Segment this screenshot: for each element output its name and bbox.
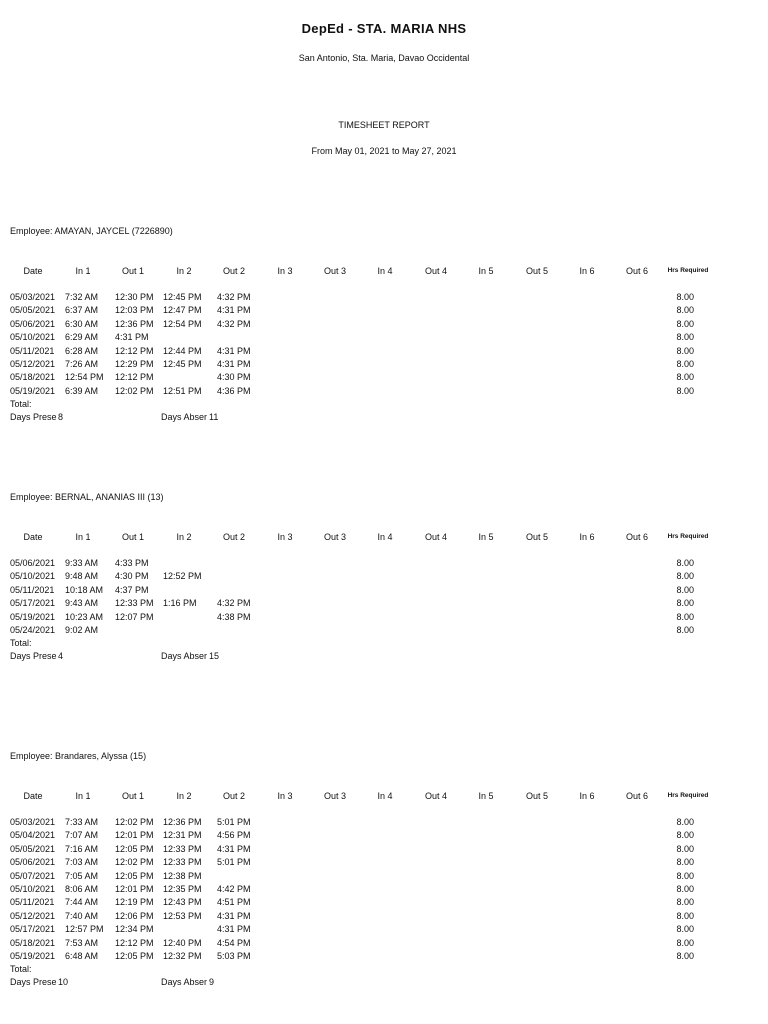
cell-date: 05/19/2021 — [10, 951, 56, 961]
cell-hrs-required: 8.00 — [676, 372, 694, 383]
cell-in-2: 12:38 PM — [163, 870, 202, 881]
column-header: In 6 — [579, 791, 595, 801]
column-header: In 2 — [176, 266, 192, 276]
cell-date: 05/06/2021 — [10, 857, 56, 868]
total-label: Total: — [10, 399, 32, 410]
cell-date: 05/05/2021 — [10, 843, 56, 854]
cell-date: 05/17/2021 — [10, 598, 56, 609]
cell-out-2: 4:31 PM — [217, 924, 251, 935]
cell-date: 05/18/2021 — [10, 372, 56, 383]
cell-out-1: 12:19 PM — [115, 897, 154, 908]
report-date-range: From May 01, 2021 to May 27, 2021 — [311, 146, 457, 156]
cell-out-2: 4:31 PM — [217, 910, 251, 921]
cell-date: 05/10/2021 — [10, 884, 56, 894]
cell-in-2: 12:51 PM — [163, 385, 202, 396]
cell-in-1: 8:06 AM — [65, 884, 99, 894]
cell-in-1: 7:05 AM — [65, 870, 99, 881]
cell-hrs-required: 8.00 — [676, 830, 694, 841]
cell-out-1: 12:01 PM — [115, 884, 154, 894]
cell-in-1: 9:02 AM — [65, 625, 99, 635]
cell-in-2: 12:53 PM — [163, 910, 202, 921]
column-header: Out 6 — [625, 266, 648, 276]
days-absent-label: Days Abser — [161, 412, 208, 423]
cell-out-1: 12:02 PM — [115, 385, 154, 396]
cell-in-1: 7:40 AM — [65, 910, 99, 921]
cell-hrs-required: 8.00 — [676, 598, 694, 609]
cell-hrs-required: 8.00 — [676, 305, 694, 316]
cell-date: 05/24/2021 — [10, 625, 56, 635]
cell-in-1: 6:30 AM — [65, 318, 99, 329]
cell-in-1: 7:32 AM — [65, 292, 99, 302]
cell-date: 05/11/2021 — [10, 345, 55, 356]
cell-in-1: 6:39 AM — [65, 385, 99, 396]
cell-in-2: 12:44 PM — [163, 345, 202, 356]
days-present-value: 4 — [58, 651, 64, 662]
column-header: In 2 — [176, 791, 192, 801]
cell-out-2: 4:38 PM — [217, 611, 251, 622]
cell-date: 05/05/2021 — [10, 305, 56, 316]
cell-in-1: 10:18 AM — [65, 584, 104, 595]
cell-out-1: 12:05 PM — [115, 870, 154, 881]
cell-in-1: 7:53 AM — [65, 937, 99, 948]
cell-hrs-required: 8.00 — [676, 884, 694, 894]
column-header: In 1 — [75, 266, 91, 276]
total-label: Total: — [10, 964, 32, 975]
cell-out-1: 4:30 PM — [115, 571, 149, 582]
column-header: In 5 — [478, 266, 494, 276]
column-header: Out 5 — [525, 791, 548, 801]
cell-out-1: 12:06 PM — [115, 910, 154, 921]
cell-in-2: 12:33 PM — [163, 843, 202, 854]
cell-in-2: 12:47 PM — [163, 305, 202, 316]
cell-date: 05/07/2021 — [10, 870, 56, 881]
cell-hrs-required: 8.00 — [676, 924, 694, 935]
column-header: Out 3 — [323, 266, 346, 276]
cell-in-2: 12:35 PM — [163, 884, 202, 894]
column-header: Date — [23, 266, 43, 276]
column-header: In 5 — [478, 791, 494, 801]
cell-date: 05/06/2021 — [10, 558, 56, 568]
cell-hrs-required: 8.00 — [676, 359, 694, 369]
cell-out-2: 4:54 PM — [217, 937, 251, 948]
cell-out-1: 12:34 PM — [115, 924, 154, 935]
column-header: Out 3 — [323, 791, 346, 801]
cell-hrs-required: 8.00 — [676, 571, 694, 582]
cell-hrs-required: 8.00 — [676, 857, 694, 868]
cell-in-2: 12:45 PM — [163, 359, 202, 369]
cell-hrs-required: 8.00 — [676, 951, 694, 961]
cell-out-1: 12:12 PM — [115, 372, 154, 383]
column-header: In 3 — [277, 532, 293, 542]
cell-in-2: 1:16 PM — [163, 598, 197, 609]
cell-date: 05/03/2021 — [10, 292, 56, 302]
column-header: Date — [23, 791, 43, 801]
cell-out-2: 4:30 PM — [217, 372, 251, 383]
cell-out-2: 4:32 PM — [217, 292, 251, 302]
cell-out-2: 4:31 PM — [217, 305, 251, 316]
cell-in-1: 12:54 PM — [65, 372, 104, 383]
cell-date: 05/10/2021 — [10, 571, 56, 582]
cell-hrs-required: 8.00 — [676, 817, 694, 827]
days-present-label: Days Prese — [10, 412, 57, 423]
report-org-title: DepEd - STA. MARIA NHS — [301, 21, 467, 36]
cell-in-2: 12:52 PM — [163, 571, 202, 582]
cell-out-2: 4:31 PM — [217, 359, 251, 369]
cell-out-1: 12:30 PM — [115, 292, 154, 302]
cell-out-2: 5:01 PM — [217, 857, 251, 868]
cell-in-1: 7:03 AM — [65, 857, 99, 868]
column-header: Out 2 — [222, 791, 245, 801]
cell-hrs-required: 8.00 — [676, 870, 694, 881]
cell-date: 05/10/2021 — [10, 332, 56, 343]
cell-in-1: 7:44 AM — [65, 897, 99, 908]
report-address: San Antonio, Sta. Maria, Davao Occidental — [298, 53, 470, 63]
cell-in-1: 6:29 AM — [65, 332, 99, 343]
column-header: Hrs Required — [667, 533, 709, 540]
cell-date: 05/19/2021 — [10, 385, 56, 396]
cell-date: 05/06/2021 — [10, 318, 56, 329]
cell-hrs-required: 8.00 — [676, 937, 694, 948]
cell-in-1: 6:28 AM — [65, 345, 99, 356]
cell-in-1: 9:33 AM — [65, 558, 99, 568]
column-header: In 1 — [75, 791, 91, 801]
cell-out-1: 4:37 PM — [115, 584, 149, 595]
column-header: In 6 — [579, 532, 595, 542]
cell-in-2: 12:32 PM — [163, 951, 202, 961]
cell-hrs-required: 8.00 — [676, 897, 694, 908]
cell-date: 05/04/2021 — [10, 830, 56, 841]
cell-out-2: 4:31 PM — [217, 843, 251, 854]
days-present-label: Days Prese — [10, 977, 57, 988]
cell-out-2: 4:32 PM — [217, 318, 251, 329]
cell-out-2: 4:56 PM — [217, 830, 251, 841]
cell-out-2: 4:32 PM — [217, 598, 251, 609]
cell-out-1: 12:33 PM — [115, 598, 154, 609]
cell-out-1: 12:12 PM — [115, 937, 154, 948]
column-header: In 4 — [377, 266, 393, 276]
cell-in-2: 12:36 PM — [163, 817, 202, 827]
cell-in-1: 7:33 AM — [65, 817, 99, 827]
cell-out-1: 12:07 PM — [115, 611, 154, 622]
column-header: In 2 — [176, 532, 192, 542]
column-header: In 3 — [277, 791, 293, 801]
cell-in-1: 9:43 AM — [65, 598, 99, 609]
cell-in-2: 12:43 PM — [163, 897, 202, 908]
cell-in-1: 12:57 PM — [65, 924, 104, 935]
column-header: Date — [23, 532, 43, 542]
column-header: Hrs Required — [667, 267, 709, 274]
cell-out-1: 12:36 PM — [115, 318, 154, 329]
days-absent-value: 9 — [209, 977, 215, 988]
cell-hrs-required: 8.00 — [676, 843, 694, 854]
employee-label: Employee: BERNAL, ANANIAS III (13) — [10, 492, 164, 502]
cell-hrs-required: 8.00 — [676, 558, 694, 568]
column-header: Out 6 — [625, 791, 648, 801]
column-header: Out 3 — [323, 532, 346, 542]
cell-in-2: 12:54 PM — [163, 318, 202, 329]
cell-out-2: 4:42 PM — [217, 884, 251, 894]
total-label: Total: — [10, 638, 32, 649]
days-present-value: 8 — [58, 412, 64, 423]
cell-in-2: 12:40 PM — [163, 937, 202, 948]
cell-date: 05/12/2021 — [10, 910, 56, 921]
days-absent-label: Days Abser — [161, 651, 208, 662]
days-absent-value: 15 — [209, 651, 220, 662]
cell-hrs-required: 8.00 — [676, 332, 694, 343]
days-absent-label: Days Abser — [161, 977, 208, 988]
cell-out-1: 4:33 PM — [115, 558, 149, 568]
cell-out-1: 12:12 PM — [115, 345, 154, 356]
cell-in-1: 6:37 AM — [65, 305, 99, 316]
cell-hrs-required: 8.00 — [676, 625, 694, 635]
column-header: Out 1 — [121, 266, 144, 276]
days-present-label: Days Prese — [10, 651, 57, 662]
cell-hrs-required: 8.00 — [676, 584, 694, 595]
cell-out-2: 5:03 PM — [217, 951, 251, 961]
column-header: Out 5 — [525, 532, 548, 542]
cell-date: 05/19/2021 — [10, 611, 56, 622]
cell-out-1: 12:05 PM — [115, 843, 154, 854]
cell-out-1: 12:05 PM — [115, 951, 154, 961]
cell-out-1: 12:02 PM — [115, 857, 154, 868]
cell-date: 05/18/2021 — [10, 937, 56, 948]
cell-out-1: 12:29 PM — [115, 359, 154, 369]
column-header: In 5 — [478, 532, 494, 542]
cell-in-1: 7:07 AM — [65, 830, 99, 841]
cell-in-2: 12:31 PM — [163, 830, 202, 841]
cell-in-2: 12:33 PM — [163, 857, 202, 868]
column-header: Out 4 — [424, 532, 447, 542]
cell-out-2: 4:36 PM — [217, 385, 251, 396]
days-absent-value: 11 — [209, 412, 219, 423]
cell-date: 05/03/2021 — [10, 817, 56, 827]
cell-hrs-required: 8.00 — [676, 292, 694, 302]
column-header: In 3 — [277, 266, 293, 276]
cell-date: 05/12/2021 — [10, 359, 56, 369]
column-header: In 4 — [377, 532, 393, 542]
cell-out-1: 12:03 PM — [115, 305, 154, 316]
cell-in-1: 10:23 AM — [65, 611, 104, 622]
cell-hrs-required: 8.00 — [676, 385, 694, 396]
cell-date: 05/11/2021 — [10, 584, 55, 595]
cell-in-1: 7:26 AM — [65, 359, 99, 369]
column-header: Out 2 — [222, 266, 245, 276]
cell-out-1: 12:01 PM — [115, 830, 154, 841]
column-header: Out 4 — [424, 266, 447, 276]
cell-in-2: 12:45 PM — [163, 292, 202, 302]
cell-hrs-required: 8.00 — [676, 611, 694, 622]
cell-hrs-required: 8.00 — [676, 318, 694, 329]
cell-out-2: 5:01 PM — [217, 817, 251, 827]
cell-out-2: 4:31 PM — [217, 345, 251, 356]
column-header: Out 1 — [121, 791, 144, 801]
cell-out-1: 12:02 PM — [115, 817, 154, 827]
report-title: TIMESHEET REPORT — [338, 120, 430, 130]
column-header: Out 5 — [525, 266, 548, 276]
days-present-value: 10 — [58, 977, 69, 988]
column-header: In 1 — [75, 532, 91, 542]
employee-label: Employee: AMAYAN, JAYCEL (7226890) — [10, 226, 173, 236]
column-header: Out 2 — [222, 532, 245, 542]
cell-out-2: 4:51 PM — [217, 897, 251, 908]
cell-in-1: 7:16 AM — [65, 843, 99, 854]
employee-label: Employee: Brandares, Alyssa (15) — [10, 751, 147, 761]
column-header: Out 4 — [424, 791, 447, 801]
column-header: In 4 — [377, 791, 393, 801]
cell-date: 05/11/2021 — [10, 897, 55, 908]
cell-out-1: 4:31 PM — [115, 332, 149, 343]
column-header: In 6 — [579, 266, 595, 276]
cell-hrs-required: 8.00 — [676, 910, 694, 921]
cell-date: 05/17/2021 — [10, 924, 56, 935]
cell-hrs-required: 8.00 — [676, 345, 694, 356]
column-header: Hrs Required — [667, 792, 709, 799]
column-header: Out 6 — [625, 532, 648, 542]
cell-in-1: 6:48 AM — [65, 951, 99, 961]
column-header: Out 1 — [121, 532, 144, 542]
cell-in-1: 9:48 AM — [65, 571, 99, 582]
